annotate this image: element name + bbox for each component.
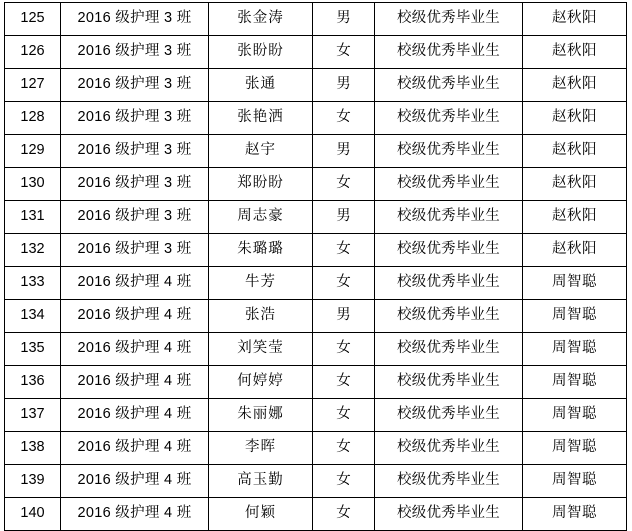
document-page [0, 2, 632, 522]
cell-class: 2016 级护理 3 班 [61, 3, 209, 36]
cell-student-name: 何婷婷 [209, 366, 313, 399]
cell-head-teacher: 赵秋阳 [523, 201, 627, 234]
table-row [5, 498, 627, 531]
cell-student-name: 张金涛 [209, 3, 313, 36]
cell-class: 2016 级护理 4 班 [61, 366, 209, 399]
cell-class: 2016 级护理 3 班 [61, 102, 209, 135]
cell-head-teacher: 周智聪 [523, 366, 627, 399]
cell-honor-title: 校级优秀毕业生 [375, 168, 523, 201]
cell-student-name: 朱璐璐 [209, 234, 313, 267]
cell-honor-title: 校级优秀毕业生 [375, 465, 523, 498]
cell-honor-title: 校级优秀毕业生 [375, 135, 523, 168]
cell-serial-number: 129 [5, 135, 61, 168]
table-row [5, 69, 627, 102]
cell-serial-number: 132 [5, 234, 61, 267]
cell-gender: 男 [313, 3, 375, 36]
cell-student-name: 张盼盼 [209, 36, 313, 69]
cell-honor-title: 校级优秀毕业生 [375, 69, 523, 102]
cell-head-teacher: 赵秋阳 [523, 3, 627, 36]
cell-class: 2016 级护理 4 班 [61, 465, 209, 498]
cell-serial-number: 138 [5, 432, 61, 465]
cell-class: 2016 级护理 3 班 [61, 36, 209, 69]
cell-serial-number: 139 [5, 465, 61, 498]
cell-head-teacher: 周智聪 [523, 465, 627, 498]
cell-student-name: 张艳洒 [209, 102, 313, 135]
table-row [5, 267, 627, 300]
cell-honor-title: 校级优秀毕业生 [375, 234, 523, 267]
cell-student-name: 高玉勤 [209, 465, 313, 498]
student-honor-table [4, 2, 627, 531]
cell-serial-number: 134 [5, 300, 61, 333]
cell-serial-number: 127 [5, 69, 61, 102]
table-row [5, 36, 627, 69]
cell-gender: 男 [313, 135, 375, 168]
cell-student-name: 周志豪 [209, 201, 313, 234]
cell-serial-number: 125 [5, 3, 61, 36]
cell-serial-number: 133 [5, 267, 61, 300]
cell-head-teacher: 周智聪 [523, 300, 627, 333]
cell-head-teacher: 赵秋阳 [523, 69, 627, 102]
cell-serial-number: 130 [5, 168, 61, 201]
cell-head-teacher: 赵秋阳 [523, 168, 627, 201]
cell-class: 2016 级护理 4 班 [61, 267, 209, 300]
cell-class: 2016 级护理 3 班 [61, 201, 209, 234]
cell-honor-title: 校级优秀毕业生 [375, 366, 523, 399]
table-row [5, 465, 627, 498]
cell-honor-title: 校级优秀毕业生 [375, 201, 523, 234]
cell-class: 2016 级护理 4 班 [61, 432, 209, 465]
table-row [5, 201, 627, 234]
cell-honor-title: 校级优秀毕业生 [375, 102, 523, 135]
cell-gender: 女 [313, 36, 375, 69]
cell-class: 2016 级护理 4 班 [61, 399, 209, 432]
cell-class: 2016 级护理 4 班 [61, 498, 209, 531]
cell-head-teacher: 赵秋阳 [523, 36, 627, 69]
cell-gender: 女 [313, 366, 375, 399]
cell-class: 2016 级护理 3 班 [61, 234, 209, 267]
cell-honor-title: 校级优秀毕业生 [375, 36, 523, 69]
cell-student-name: 张通 [209, 69, 313, 102]
cell-gender: 女 [313, 432, 375, 465]
cell-honor-title: 校级优秀毕业生 [375, 267, 523, 300]
cell-gender: 男 [313, 201, 375, 234]
cell-serial-number: 137 [5, 399, 61, 432]
cell-gender: 女 [313, 399, 375, 432]
cell-gender: 女 [313, 465, 375, 498]
cell-serial-number: 131 [5, 201, 61, 234]
cell-head-teacher: 周智聪 [523, 267, 627, 300]
cell-gender: 女 [313, 267, 375, 300]
cell-student-name: 刘笑莹 [209, 333, 313, 366]
table-row [5, 102, 627, 135]
cell-serial-number: 135 [5, 333, 61, 366]
cell-gender: 女 [313, 168, 375, 201]
cell-serial-number: 136 [5, 366, 61, 399]
cell-student-name: 李晖 [209, 432, 313, 465]
cell-student-name: 张浩 [209, 300, 313, 333]
cell-serial-number: 128 [5, 102, 61, 135]
cell-head-teacher: 赵秋阳 [523, 102, 627, 135]
cell-student-name: 郑盼盼 [209, 168, 313, 201]
table-body [5, 3, 627, 531]
cell-class: 2016 级护理 4 班 [61, 300, 209, 333]
cell-student-name: 牛芳 [209, 267, 313, 300]
cell-head-teacher: 周智聪 [523, 432, 627, 465]
cell-head-teacher: 赵秋阳 [523, 234, 627, 267]
table-row [5, 300, 627, 333]
cell-gender: 女 [313, 234, 375, 267]
cell-head-teacher: 周智聪 [523, 333, 627, 366]
cell-honor-title: 校级优秀毕业生 [375, 498, 523, 531]
table-row [5, 399, 627, 432]
table-row [5, 135, 627, 168]
table-row [5, 333, 627, 366]
cell-honor-title: 校级优秀毕业生 [375, 333, 523, 366]
cell-head-teacher: 赵秋阳 [523, 135, 627, 168]
cell-gender: 男 [313, 69, 375, 102]
cell-student-name: 朱丽娜 [209, 399, 313, 432]
cell-class: 2016 级护理 3 班 [61, 168, 209, 201]
cell-student-name: 赵宇 [209, 135, 313, 168]
table-row [5, 234, 627, 267]
cell-class: 2016 级护理 4 班 [61, 333, 209, 366]
table-row [5, 366, 627, 399]
cell-gender: 女 [313, 102, 375, 135]
cell-head-teacher: 周智聪 [523, 498, 627, 531]
table-row [5, 168, 627, 201]
table-row [5, 432, 627, 465]
cell-class: 2016 级护理 3 班 [61, 135, 209, 168]
cell-honor-title: 校级优秀毕业生 [375, 3, 523, 36]
cell-gender: 女 [313, 498, 375, 531]
cell-serial-number: 126 [5, 36, 61, 69]
cell-head-teacher: 周智聪 [523, 399, 627, 432]
table-row [5, 3, 627, 36]
cell-student-name: 何颖 [209, 498, 313, 531]
cell-class: 2016 级护理 3 班 [61, 69, 209, 102]
cell-gender: 男 [313, 300, 375, 333]
cell-honor-title: 校级优秀毕业生 [375, 432, 523, 465]
cell-honor-title: 校级优秀毕业生 [375, 399, 523, 432]
cell-serial-number: 140 [5, 498, 61, 531]
cell-honor-title: 校级优秀毕业生 [375, 300, 523, 333]
cell-gender: 女 [313, 333, 375, 366]
